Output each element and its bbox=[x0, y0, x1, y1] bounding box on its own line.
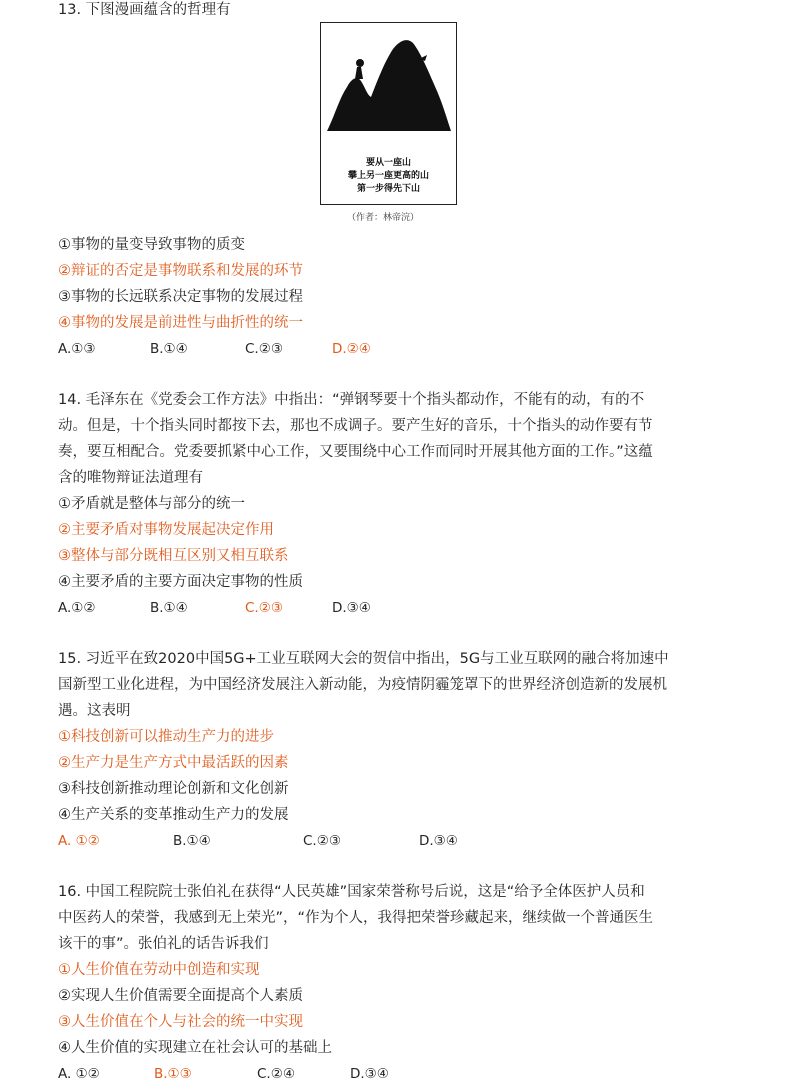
q15-option-c[interactable]: C.②③ bbox=[303, 833, 341, 849]
q14-item-4: ④主要矛盾的主要方面决定事物的性质 bbox=[58, 574, 303, 590]
q15-item-2: ②生产力是生产方式中最活跃的因素 bbox=[58, 755, 289, 771]
cartoon-caption bbox=[321, 157, 456, 196]
q14-stem-line-4: 含的唯物辩证法道理有 bbox=[58, 470, 203, 486]
q13-stem: 13. 下图漫画蕴含的哲理有 bbox=[58, 2, 231, 18]
q15-option-b[interactable]: B.①④ bbox=[173, 833, 211, 849]
q16-item-1: ①人生价值在劳动中创造和实现 bbox=[58, 962, 260, 978]
q16-item-3: ③人生价值在个人与社会的统一中实现 bbox=[58, 1014, 303, 1030]
q14-stem-line-1: 14. 毛泽东在《党委会工作方法》中指出：“弹钢琴要十个指头都动作，不能有的动，有的不 bbox=[58, 392, 645, 408]
q16-option-b[interactable]: B.①③ bbox=[154, 1066, 192, 1082]
q13-option-b[interactable]: B.①④ bbox=[150, 341, 188, 357]
q15-stem-line-2: 国新型工业化进程，为中国经济发展注入新动能，为疫情阴霾笼罩下的世界经济创造新的发展机 bbox=[58, 677, 667, 693]
q13-option-d[interactable]: D.②④ bbox=[332, 341, 371, 357]
mountain-figure-icon bbox=[321, 27, 455, 137]
q15-option-d[interactable]: D.③④ bbox=[419, 833, 458, 849]
q15-option-a[interactable]: A. ①② bbox=[58, 833, 100, 849]
q16-stem-line-3: 该干的事”。张伯礼的话告诉我们 bbox=[58, 936, 269, 952]
q14-option-a[interactable]: A.①② bbox=[58, 600, 96, 616]
q15-item-1: ①科技创新可以推动生产力的进步 bbox=[58, 729, 274, 745]
q16-option-a[interactable]: A. ①② bbox=[58, 1066, 100, 1082]
q15-stem-line-3: 遇。这表明 bbox=[58, 703, 131, 719]
caption-line-2: 攀上另一座更高的山 bbox=[347, 171, 429, 181]
q13-option-a[interactable]: A.①③ bbox=[58, 341, 96, 357]
q14-item-1: ①矛盾就是整体与部分的统一 bbox=[58, 496, 245, 512]
q13-option-c[interactable]: C.②③ bbox=[245, 341, 283, 357]
q16-option-d[interactable]: D.③④ bbox=[350, 1066, 389, 1082]
q15-item-3: ③科技创新推动理论创新和文化创新 bbox=[58, 781, 289, 797]
cartoon-credit: （作者：林帝浣） bbox=[347, 213, 420, 223]
q16-option-c[interactable]: C.②④ bbox=[257, 1066, 295, 1082]
q14-option-b[interactable]: B.①④ bbox=[150, 600, 188, 616]
q13-item-2: ②辩证的否定是事物联系和发展的环节 bbox=[58, 263, 303, 279]
q14-stem-line-3: 奏，要互相配合。党委要抓紧中心工作，又要围绕中心工作而同时开展其他方面的工作。”这蕴 bbox=[58, 444, 653, 460]
q13-item-3: ③事物的长远联系决定事物的发展过程 bbox=[58, 289, 303, 305]
q16-stem-line-1: 16. 中国工程院院士张伯礼在获得“人民英雄”国家荣誉称号后说，这是“给予全体医护人员和 bbox=[58, 884, 645, 900]
q14-item-2: ②主要矛盾对事物发展起决定作用 bbox=[58, 522, 274, 538]
q15-item-4: ④生产关系的变革推动生产力的发展 bbox=[58, 807, 289, 823]
caption-line-3: 第一步得先下山 bbox=[356, 184, 420, 194]
q14-stem-line-2: 动。但是，十个指头同时都按下去，那也不成调子。要产生好的音乐，十个指头的动作要有节 bbox=[58, 418, 653, 434]
q14-option-c[interactable]: C.②③ bbox=[245, 600, 283, 616]
q14-item-3: ③整体与部分既相互区别又相互联系 bbox=[58, 548, 289, 564]
q13-item-1: ①事物的量变导致事物的质变 bbox=[58, 237, 245, 253]
q15-stem-line-1: 15. 习近平在致2020中国5G+工业互联网大会的贺信中指出，5G与工业互联网的融合将加速中 bbox=[58, 651, 669, 667]
q13-item-4: ④事物的发展是前进性与曲折性的统一 bbox=[58, 315, 303, 331]
q16-stem-line-2: 中医药人的荣誉，我感到无上荣光”，“作为个人，我得把荣誉珍藏起来，继续做一个普通医生 bbox=[58, 910, 654, 926]
caption-line-1: 要从一座山 bbox=[365, 158, 411, 168]
q16-item-4: ④人生价值的实现建立在社会认可的基础上 bbox=[58, 1040, 332, 1056]
q14-option-d[interactable]: D.③④ bbox=[332, 600, 371, 616]
q16-item-2: ②实现人生价值需要全面提高个人素质 bbox=[58, 988, 303, 1004]
cartoon-illustration bbox=[320, 22, 457, 205]
